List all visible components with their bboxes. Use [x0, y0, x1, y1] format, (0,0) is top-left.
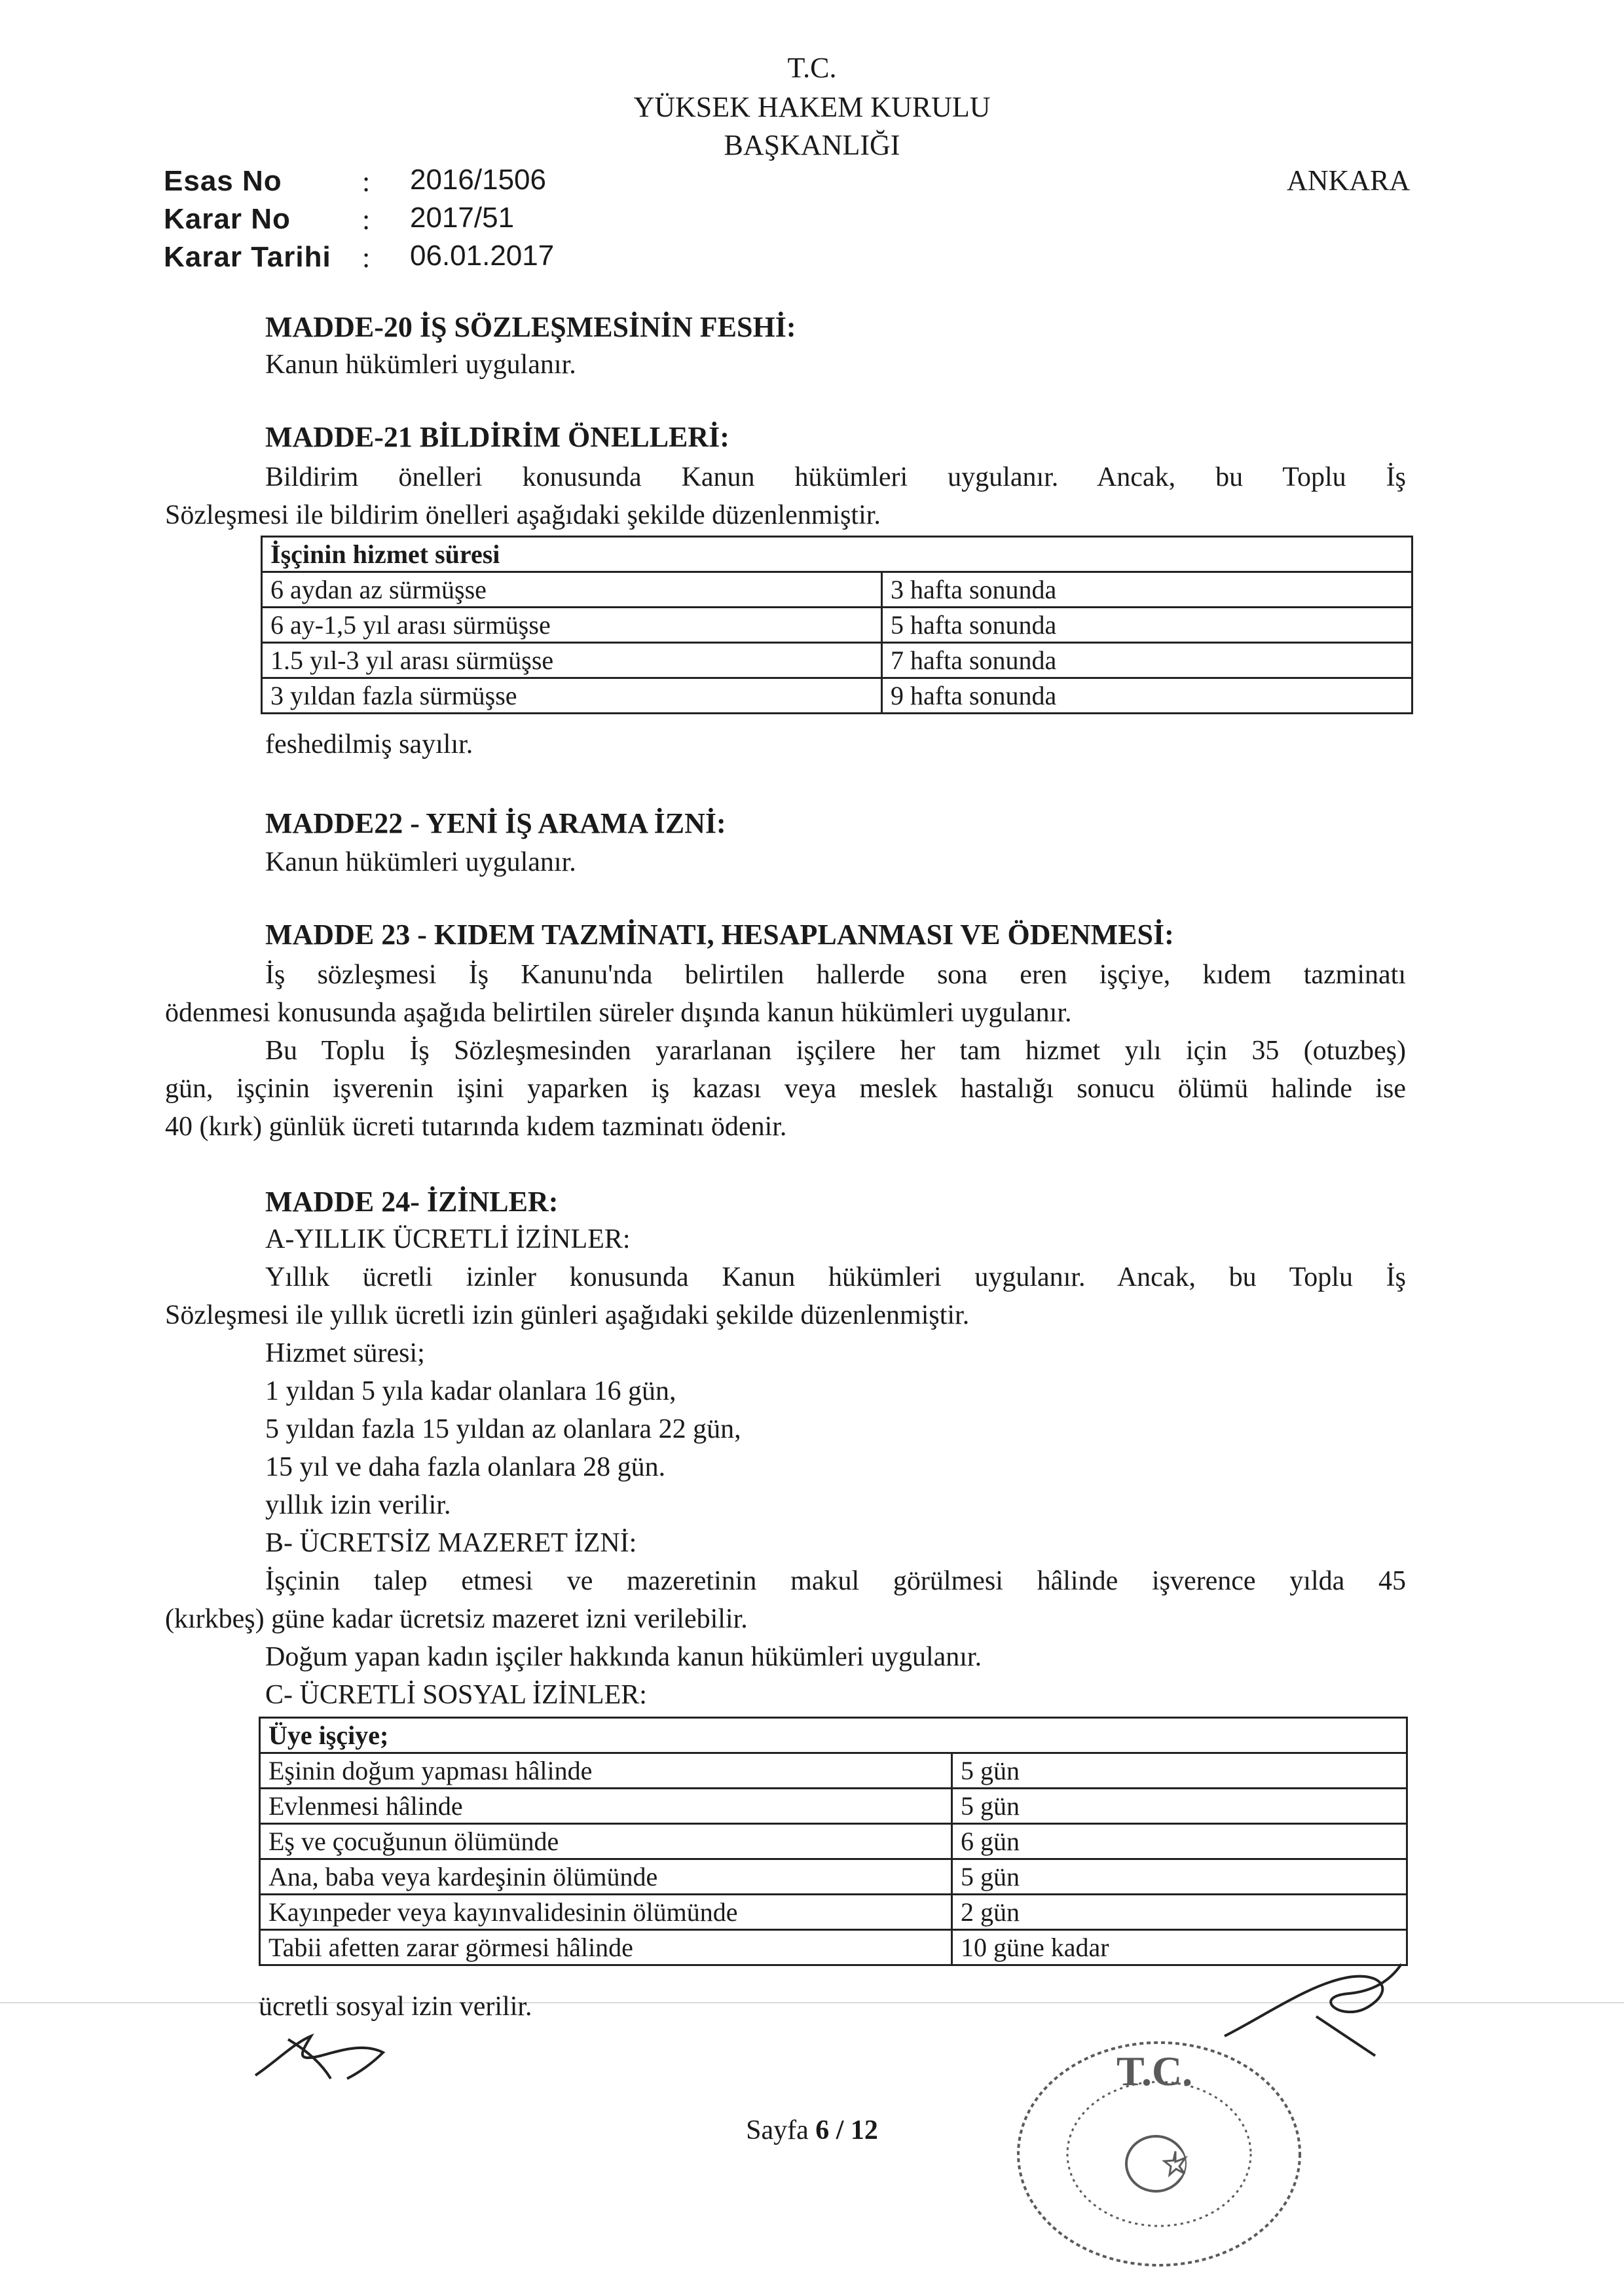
case-cell: Eşinin doğum yapması hâlinde: [260, 1753, 952, 1789]
madde24-c-after: ücretli sosyal izin verilir.: [259, 1992, 532, 2022]
madde23-p1-line1: İş sözleşmesi İş Kanunu'nda belirtilen hallerde sona eren işçiye, kıdem tazminatı: [265, 960, 1406, 990]
case-cell: Kayınpeder veya kayınvalidesinin ölümünde: [260, 1895, 952, 1930]
table-row: [262, 678, 1412, 714]
seal-text: T.C.: [1116, 2048, 1193, 2094]
table-header-cell: İşçinin hizmet süresi: [262, 537, 1412, 572]
notice-cell: 5 hafta sonunda: [882, 608, 1412, 643]
madde24-b-line3: Doğum yapan kadın işçiler hakkında kanun hükümleri uygulanır.: [265, 1642, 982, 1672]
social-leave-table: [259, 1717, 1408, 1966]
madde24-title: MADDE 24- İZİNLER:: [265, 1186, 559, 1218]
list-item: 5 yıldan fazla 15 yıldan az olanlara 22 gün,: [265, 1414, 741, 1444]
notice-cell: 9 hafta sonunda: [882, 678, 1412, 714]
signature-left: [249, 2016, 393, 2088]
madde24-b-line2: (kırkbeş) güne kadar ücretsiz mazeret izni verilebilir.: [165, 1604, 748, 1634]
table-row: [260, 1895, 1407, 1930]
page-total: 12: [850, 2115, 878, 2145]
list-item: yıllık izin verilir.: [265, 1490, 451, 1520]
madde20-title: MADDE-20 İŞ SÖZLEŞMESİNİN FESHİ:: [265, 311, 796, 343]
page-current: 6: [815, 2115, 830, 2145]
colon: :: [362, 242, 371, 274]
madde23-p2-line1: Bu Toplu İş Sözleşmesinden yararlanan işçilere her tam hizmet yılı için 35 (otuzbeş): [265, 1036, 1406, 1066]
table-row: [262, 643, 1412, 678]
madde23-title: MADDE 23 - KIDEM TAZMİNATI, HESAPLANMASI VE ÖDENMESİ:: [265, 919, 1174, 951]
duration-cell: 3 yıldan fazla sürmüşse: [262, 678, 882, 714]
madde24-a-title: A-YILLIK ÜCRETLİ İZİNLER:: [265, 1224, 631, 1254]
esas-no-value: 2016/1506: [410, 164, 546, 196]
case-cell: Eş ve çocuğunun ölümünde: [260, 1824, 952, 1859]
colon: :: [362, 166, 371, 198]
notice-period-table: [261, 536, 1413, 714]
table-row: [260, 1753, 1407, 1789]
table-row: [260, 1789, 1407, 1824]
karar-tarihi-label: Karar Tarihi: [164, 241, 331, 273]
madde22-text: Kanun hükümleri uygulanır.: [265, 847, 576, 877]
table-row: [262, 572, 1412, 608]
days-cell: 10 güne kadar: [952, 1930, 1407, 1965]
colon: :: [362, 204, 371, 236]
table-header-row: [262, 537, 1412, 572]
madde21-title: MADDE-21 BİLDİRİM ÖNELLERİ:: [265, 421, 729, 453]
madde24-a-line1: Yıllık ücretli izinler konusunda Kanun hükümleri uygulanır. Ancak, bu Toplu İş: [265, 1262, 1406, 1292]
esas-no-label: Esas No: [164, 165, 282, 197]
madde20-text: Kanun hükümleri uygulanır.: [265, 350, 576, 380]
duration-cell: 1.5 yıl-3 yıl arası sürmüşse: [262, 643, 882, 678]
header-department: BAŞKANLIĞI: [724, 129, 900, 161]
days-cell: 6 gün: [952, 1824, 1407, 1859]
days-cell: 5 gün: [952, 1753, 1407, 1789]
header-city: ANKARA: [1287, 164, 1411, 196]
madde24-b-line1: İşçinin talep etmesi ve mazeretinin makul görülmesi hâlinde işverence yılda 45: [265, 1566, 1406, 1596]
karar-no-value: 2017/51: [410, 202, 515, 234]
header-tc: T.C.: [787, 52, 837, 84]
madde22-title: MADDE22 - YENİ İŞ ARAMA İZNİ:: [265, 807, 726, 839]
page-label: Sayfa: [746, 2115, 809, 2145]
madde24-c-title: C- ÜCRETLİ SOSYAL İZİNLER:: [265, 1680, 647, 1710]
karar-tarihi-value: 06.01.2017: [410, 240, 555, 272]
duration-cell: 6 aydan az sürmüşse: [262, 572, 882, 608]
days-cell: 2 gün: [952, 1895, 1407, 1930]
days-cell: 5 gün: [952, 1859, 1407, 1895]
table-row: [260, 1824, 1407, 1859]
madde24-a-line2: Sözleşmesi ile yıllık ücretli izin günleri aşağıdaki şekilde düzenlenmiştir.: [165, 1300, 970, 1330]
notice-cell: 3 hafta sonunda: [882, 572, 1412, 608]
madde24-b-title: B- ÜCRETSİZ MAZERET İZNİ:: [265, 1528, 637, 1558]
madde23-p2-line3: 40 (kırk) günlük ücreti tutarında kıdem tazminatı ödenir.: [165, 1112, 787, 1142]
days-cell: 5 gün: [952, 1789, 1407, 1824]
karar-no-label: Karar No: [164, 203, 291, 235]
official-seal: [995, 2016, 1323, 2278]
table-row: [260, 1859, 1407, 1895]
madde21-after: feshedilmiş sayılır.: [265, 729, 473, 759]
madde21-line1: Bildirim önelleri konusunda Kanun hükümleri uygulanır. Ancak, bu Toplu İş: [265, 462, 1406, 492]
list-item: Hizmet süresi;: [265, 1338, 425, 1368]
table-header-row: [260, 1718, 1407, 1753]
notice-cell: 7 hafta sonunda: [882, 643, 1412, 678]
duration-cell: 6 ay-1,5 yıl arası sürmüşse: [262, 608, 882, 643]
case-cell: Evlenmesi hâlinde: [260, 1789, 952, 1824]
header-institution: YÜKSEK HAKEM KURULU: [633, 91, 991, 123]
table-header-cell: Üye işçiye;: [260, 1718, 1407, 1753]
madde21-line2: Sözleşmesi ile bildirim önelleri aşağıdaki şekilde düzenlenmiştir.: [165, 500, 881, 530]
madde23-p2-line2: gün, işçinin işverenin işini yaparken iş kazası veya meslek hastalığı sonucu ölümü halinde ise: [165, 1074, 1406, 1104]
list-item: 15 yıl ve daha fazla olanlara 28 gün.: [265, 1452, 666, 1482]
list-item: 1 yıldan 5 yıla kadar olanlara 16 gün,: [265, 1376, 676, 1406]
madde23-p1-line2: ödenmesi konusunda aşağıda belirtilen süreler dışında kanun hükümleri uygulanır.: [165, 998, 1072, 1028]
case-cell: Tabii afetten zarar görmesi hâlinde: [260, 1930, 952, 1965]
table-row: [262, 608, 1412, 643]
page-number: [0, 2115, 1624, 2146]
page-sep: /: [836, 2115, 844, 2145]
case-cell: Ana, baba veya kardeşinin ölümünde: [260, 1859, 952, 1895]
